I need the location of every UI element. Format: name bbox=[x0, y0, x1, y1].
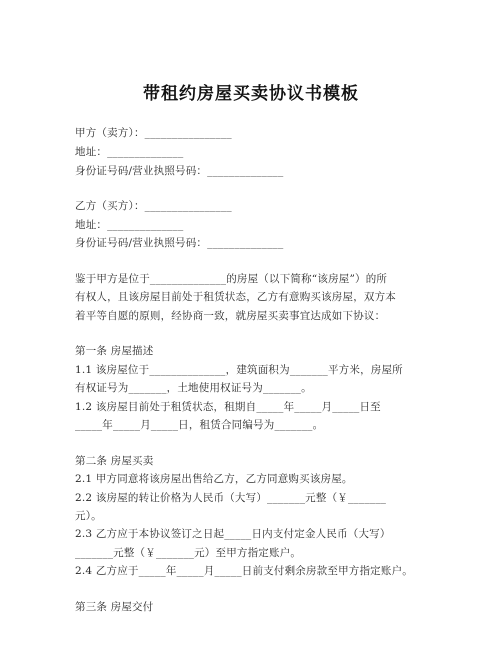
clause-1-2-line-2: _____年_____月_____日，租赁合同编号为_______。 bbox=[75, 419, 324, 431]
document-title: 带租约房屋买卖协议书模板 bbox=[143, 84, 359, 104]
clause-2-3-line-2: _______元整（￥_______元）至甲方指定账户。 bbox=[75, 547, 302, 559]
clause-2-1: 2.1 甲方同意将该房屋出售给乙方，乙方同意购买该房屋。 bbox=[75, 473, 353, 485]
seller-name-line: 甲方（卖方）：________________ bbox=[75, 127, 232, 139]
clause-1-2-line-1: 1.2 该房屋目前处于租赁状态，租期自_____年_____月_____日至 bbox=[75, 401, 381, 413]
clause-2-3-line-1: 2.3 乙方应于本协议签订之日起_____日内支付定金人民币（大写） bbox=[75, 528, 391, 540]
buyer-id-line: 身份证号码/营业执照号码：______________ bbox=[75, 237, 284, 249]
article-3-heading: 第三条 房屋交付 bbox=[75, 601, 154, 613]
preamble-line-1: 鉴于甲方是位于______________的房屋（以下简称“该房屋”）的所 bbox=[75, 273, 388, 285]
clause-2-2-line-1: 2.2 该房屋的转让价格为人民币（大写）_______元整（￥_______ bbox=[75, 492, 387, 504]
buyer-name-line: 乙方（买方）：________________ bbox=[75, 200, 232, 212]
clause-1-1-line-2: 有权证号为_______，土地使用权证号为_______。 bbox=[75, 382, 312, 394]
seller-id-line: 身份证号码/营业执照号码：______________ bbox=[75, 165, 284, 177]
clause-2-2-line-2: 元）。 bbox=[75, 510, 102, 522]
clause-2-4: 2.4 乙方应于_____年_____月_____日前支付剩余房款至甲方指定账户。 bbox=[75, 565, 413, 577]
buyer-address-line: 地址：______________ bbox=[75, 219, 184, 231]
seller-address-line: 地址：______________ bbox=[75, 146, 184, 158]
preamble-line-2: 有权人，且该房屋目前处于租赁状态，乙方有意购买该房屋，双方本 bbox=[75, 291, 396, 303]
article-1-heading: 第一条 房屋描述 bbox=[75, 345, 154, 357]
article-2-heading: 第二条 房屋买卖 bbox=[75, 455, 154, 467]
clause-1-1-line-1: 1.1 该房屋位于______________，建筑面积为_______平方米，房屋所 bbox=[75, 364, 403, 376]
preamble-line-3: 着平等自愿的原则，经协商一致，就房屋买卖事宜达成如下协议： bbox=[75, 310, 386, 322]
